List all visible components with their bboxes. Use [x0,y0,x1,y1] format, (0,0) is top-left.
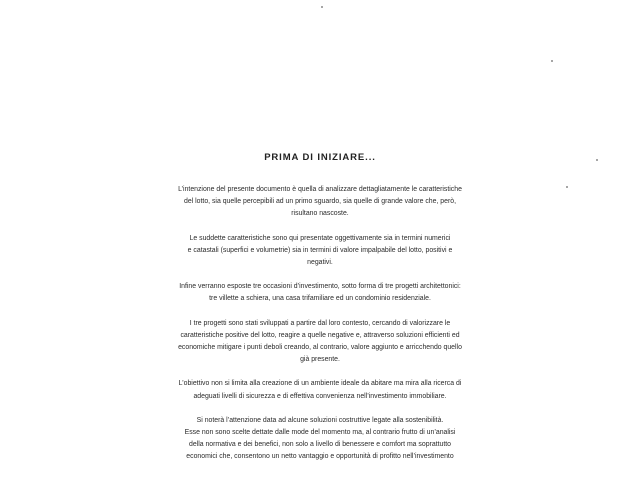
text-line: risultano nascoste. [291,210,349,218]
text-line: Infine verranno esposte tre occasioni d’investimento, sotto forma di tre progetti architettonici: [179,283,461,291]
paragraph-objective [150,378,490,402]
text-line: già presente. [300,356,340,364]
text-line: I tre progetti sono stati sviluppati a partire dal loro contesto, cercando di valorizzare le [189,319,451,327]
text-line: tre villette a schiera, una casa trifamiliare ed un condominio residenziale. [209,295,431,303]
paragraph-sustainability [150,415,490,464]
text-line: Esse non sono scelte dettate dalle mode del momento ma, al contrario frutto di un’analisi [184,429,456,437]
text-line: della normativa e dei benefici, non solo a livello di benessere e comfort ma soprattutto [189,441,451,449]
scan-speck [321,6,323,8]
scan-speck [551,60,553,62]
text-line: L’intenzione del presente documento è quella di analizzare dettagliatamente le caratteristiche [178,186,462,193]
text-line: economici che, consentono un netto vantaggio e opportunità di profitto nell’investimento [186,453,454,461]
text-line: del lotto, sia quelle percepibili ad un primo sguardo, sia quelle di grande valore che, però, [184,198,456,206]
page-title: PRIMA DI INIZIARE... [264,152,376,163]
text-line: economiche mitigare i punti deboli creando, al contrario, valore aggiunto e arricchendo quello [178,344,462,352]
paragraph-investments [150,281,490,305]
text-line: adeguati livelli di sicurezza e di effettiva convenienza nell’investimento immobiliare. [193,392,447,400]
scan-speck [566,186,568,188]
text-line: L’obiettivo non si limita alla creazione di un ambiente ideale da abitare ma mira alla ricerca di [178,380,462,388]
paragraph-projects [150,318,490,367]
paragraph-intent [150,184,490,221]
document-body [150,184,490,476]
text-line: Le suddette caratteristiche sono qui presentate oggettivamente sia in termini numerici [189,234,451,242]
paragraph-characteristics [150,233,490,270]
text-line: negativi. [307,259,333,267]
text-line: caratteristiche positive del lotto, reagire a quelle negative e, attraverso soluzioni efficienti ed [180,331,460,339]
text-line: Si noterà l’attenzione data ad alcune soluzioni costruttive legate alla sostenibilità. [196,416,444,424]
text-line: e catastali (superfici e volumetrie) sia in termini di valore impalpabile del lotto, positivi e [187,246,453,254]
